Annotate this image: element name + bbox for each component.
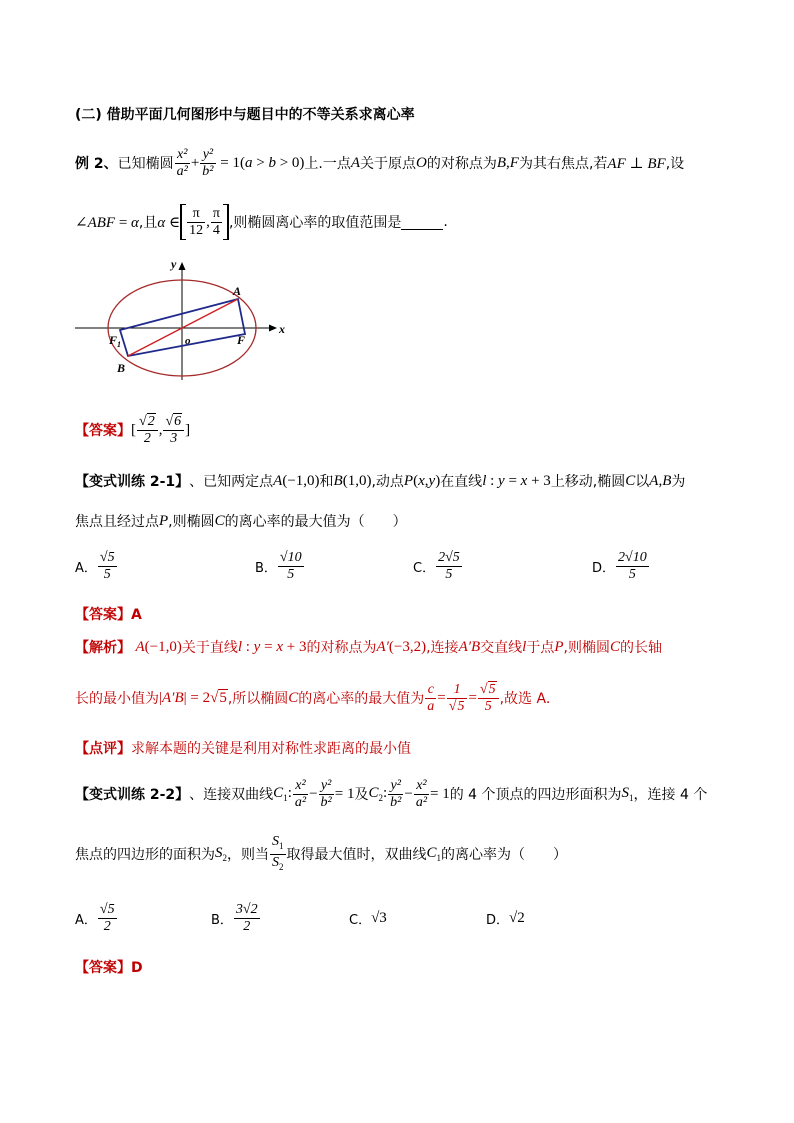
x-axis-arrow	[269, 325, 277, 332]
label-b: B	[117, 361, 126, 375]
example-answer: 【答案】 [ $\frac{√2}{2}$ , $\frac{√6}{3}$ ]	[75, 413, 191, 446]
v21-comment: 【点评】求解本题的关键是利用对称性求距离的最小值	[75, 741, 411, 757]
label-x: x	[279, 322, 285, 336]
v21-analysis-line-2: 长的最小值为 |A′B| = 2√5 ,所以椭圆 C 的离心率的最大值为 $\frac{c}{a}$ = $\frac{1}{√5}$ = $\frac{√5}{5}$ ,故选 A.	[75, 681, 551, 714]
variant-2-2-line-2: 焦点的四边形的面积为 $S_2$ ，则当 $\frac{S_1}{S_2}$ 取得最大值时，双曲线 $C_1$ 的离心率为（ ）	[75, 834, 567, 874]
v22-option-c: C． √3	[349, 909, 387, 928]
v22-option-d: D． √2	[486, 909, 525, 928]
v22-option-b: B． $\frac{3√2}{2}$	[211, 901, 258, 934]
v21-answer: 【答案】A	[75, 607, 142, 623]
example-line-2: ∠ABF = α ,且 α ∈ $\frac{\pi}{12}$ , $\frac{\pi}{4}$ ,则椭圆离心率的取值范围是 .	[75, 200, 448, 244]
label-a: A	[233, 284, 242, 298]
v22-answer: 【答案】D	[75, 960, 143, 976]
section-title: (二) 借助平面几何图形中与题目中的不等关系求离心率	[75, 107, 415, 123]
label-f: F	[237, 333, 246, 347]
variant-2-2-label: 【变式训练 2-2】	[75, 787, 190, 803]
label-o: o	[185, 335, 191, 347]
y-axis-arrow	[179, 262, 186, 270]
v21-option-a: A． $\frac{√5}{5}$	[75, 549, 115, 582]
answer-blank	[401, 215, 443, 230]
variant-2-1-line-2: 焦点且经过点 P ,则椭圆 C 的离心率的最大值为（ ）	[75, 512, 407, 530]
v21-option-d: D． $\frac{2√10}{5}$	[592, 549, 647, 582]
variant-2-2-line-1: 【变式训练 2-2】 、连接双曲线 $C_1$: $\frac{\text{x²}}{\text{a²}}$ − $\frac{\text{y²}}{\text{b²}}$ = 1 及 $C_2$: $\frac{\text{y²}}{\text{b²}}$ − $\frac{\text{x²}}{\text{a²}}$ = 1 的 4 个顶点的四边形面积为 $S_1$ ，连接 4 个	[75, 777, 708, 810]
v22-option-a: A． $\frac{√5}{2}$	[75, 901, 115, 934]
example-label: 例 2、	[75, 156, 118, 172]
v21-analysis-line-1: 【解析】 A(−1,0) 关于直线 l : y = x + 3 的对称点为 A′(−3,2) ,连接 A′B 交直线 l 于点 P ,则椭圆 C 的长轴	[75, 638, 662, 656]
example-line-1: 例 2、 已知椭圆 $\frac{\text{x²}}{\text{a²}}$ + $\frac{\text{y²}}{\text{b²}}$ = 1(a > b > 0) 上.一点 A 关于原点 O 的对称点为 B,F 为其右焦点,若 AF ⊥ BF ,设	[75, 146, 685, 179]
variant-2-1-label: 【变式训练 2-1】	[75, 474, 190, 490]
v21-option-b: B． $\frac{√10}{5}$	[255, 549, 302, 582]
label-f1: $F_1$	[109, 333, 122, 349]
variant-2-1-line-1: 【变式训练 2-1】 、已知两定点 A(−1,0) 和 B(1,0) ,动点 P(x,y) 在直线 l : y = x + 3 上移动,椭圆 C 以 A,B 为	[75, 472, 686, 490]
v21-option-c: C． $\frac{2√5}{5}$	[413, 549, 460, 582]
label-y: y	[171, 257, 177, 271]
ellipse-figure	[75, 252, 305, 382]
answer-label: 【答案】	[75, 423, 131, 439]
